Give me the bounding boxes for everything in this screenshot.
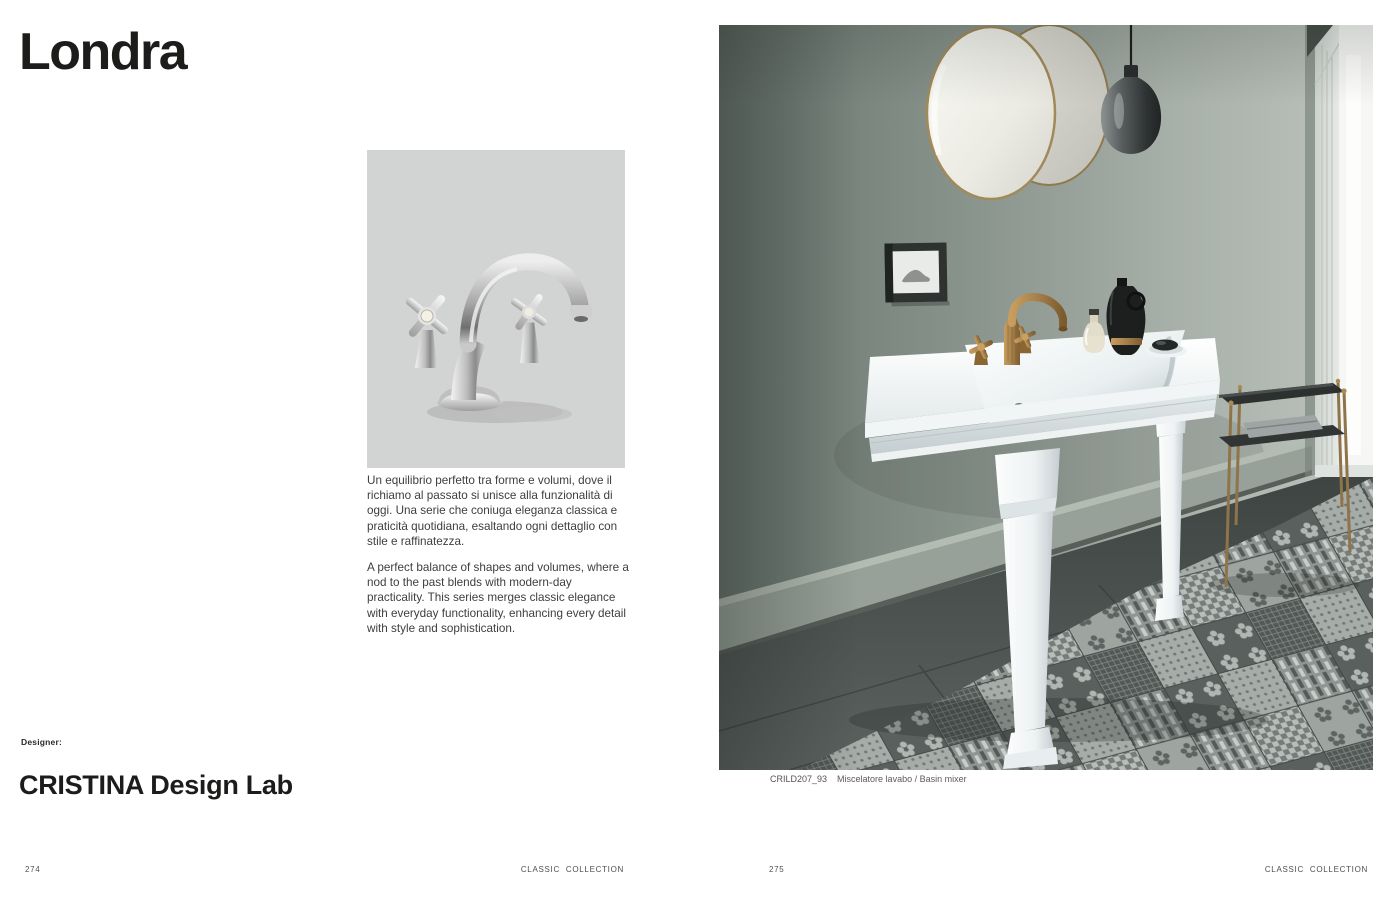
product-photo-basin-mixer: [367, 150, 625, 468]
designer-label: Designer:: [21, 737, 63, 747]
faucet-shadow-soft: [492, 406, 572, 422]
table-floor-shadow: [1209, 573, 1359, 597]
bathroom-scene-photo: [719, 25, 1373, 770]
collection-label-right: CLASSIC COLLECTION: [1264, 865, 1368, 874]
page-title: Londra: [19, 23, 187, 81]
console-floor-shadow: [849, 698, 1269, 742]
product-code: CRILD207_93: [770, 774, 828, 784]
pitcher-gold-band: [1111, 338, 1142, 345]
collection-label-left: CLASSIC COLLECTION: [520, 865, 624, 874]
wall-picture-frame: [884, 242, 949, 306]
designer-name: CRISTINA Design Lab: [19, 770, 293, 800]
page-number-right: 275: [769, 865, 785, 874]
page-number-left: 274: [25, 865, 41, 874]
black-soap: [1152, 340, 1178, 351]
product-caption-text: Miscelatore lavabo / Basin mixer: [837, 774, 967, 784]
photo-caption: [770, 774, 967, 784]
description-italian: Un equilibrio perfetto tra forme e volumi, dove il richiamo al passato si unisce alla funzionalità di oggi. Una serie che coniuga eleganza classica e praticità quotidiana, esaltando ogni dettaglio con stile e raffinatezza.: [367, 474, 618, 548]
description-english: A perfect balance of shapes and volumes, where a nod to the past blends with modern-day practicality. This series merges classic elegance with everyday functionality, enhancing every detail with style and sophistication.: [367, 561, 629, 635]
